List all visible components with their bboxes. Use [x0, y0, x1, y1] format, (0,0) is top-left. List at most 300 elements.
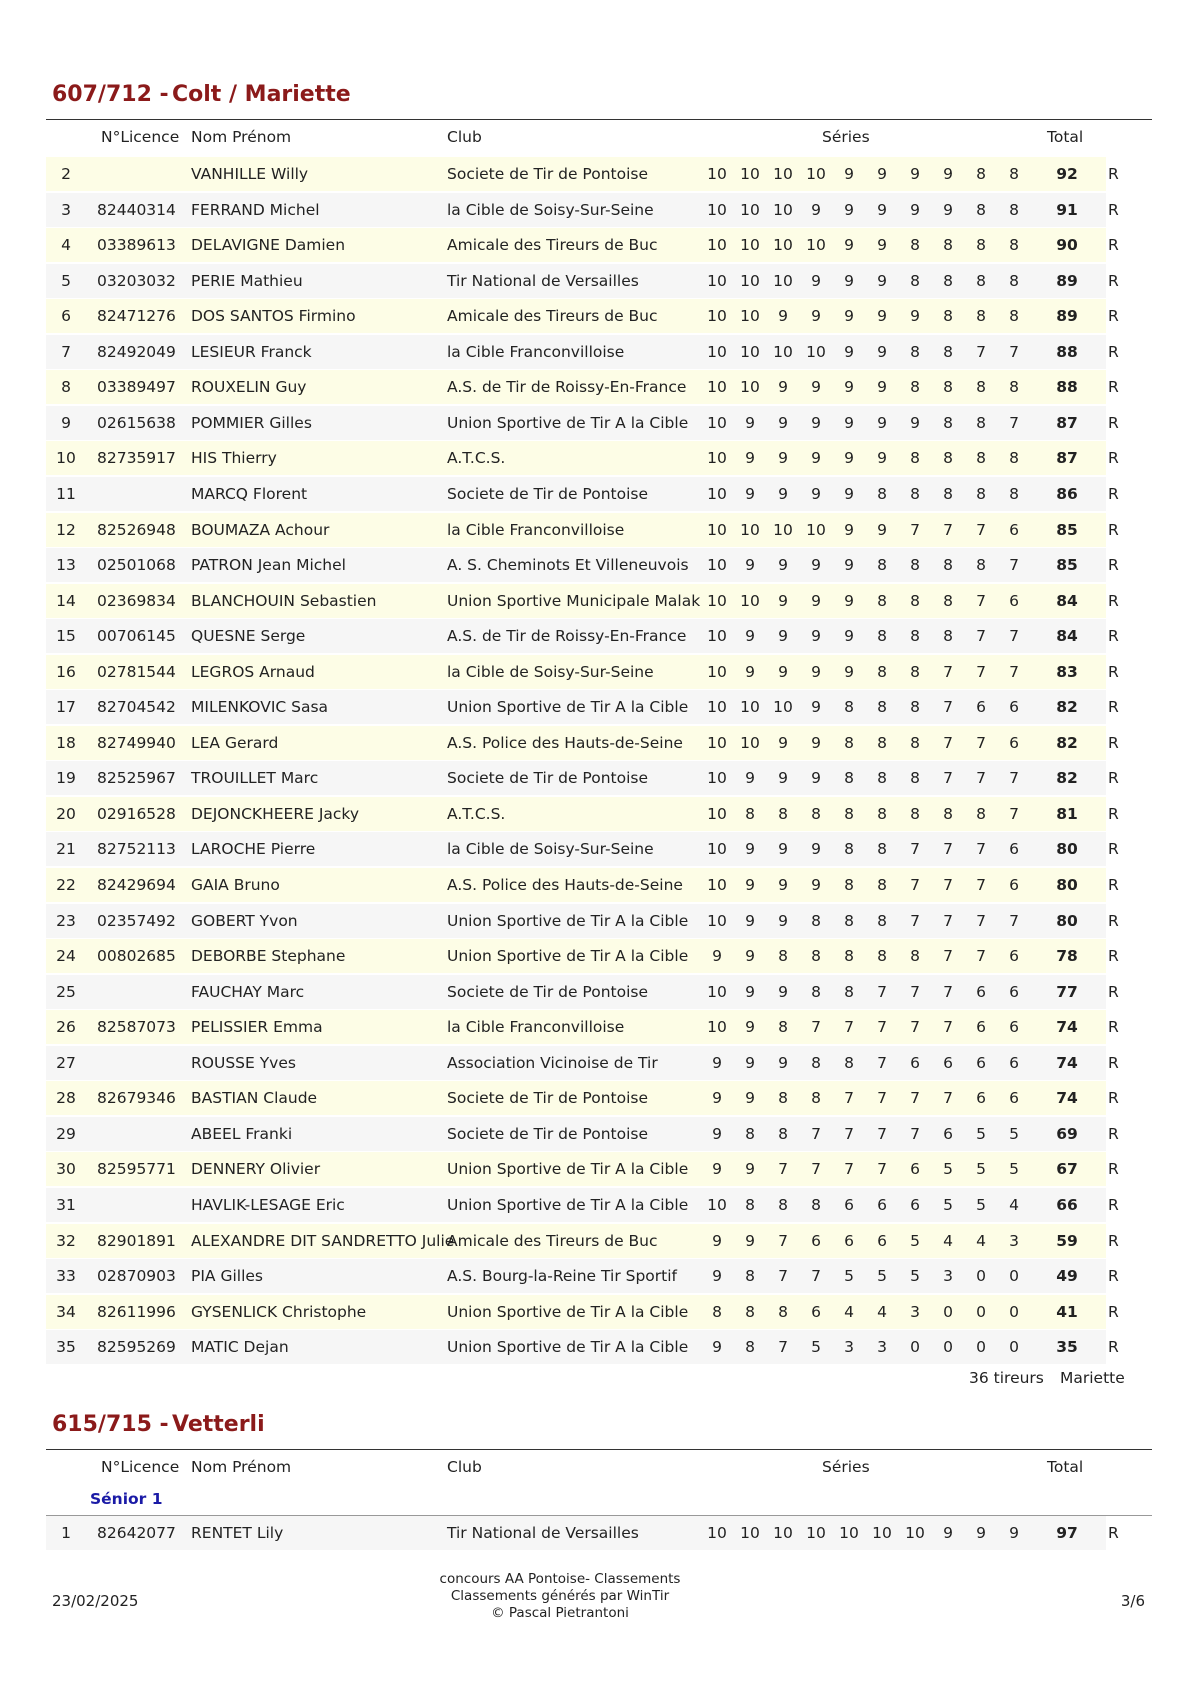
series-score-cell: 10: [707, 378, 727, 397]
series-score-cell: 9: [811, 733, 821, 752]
series-score-cell: 7: [1009, 627, 1019, 646]
series-score-cell: 6: [976, 982, 986, 1001]
series-score-cell: 9: [811, 662, 821, 681]
series-score-cell: 8: [910, 236, 920, 255]
licence-cell: 82704542: [97, 698, 176, 717]
series-score-cell: 7: [811, 1018, 821, 1037]
series-score-cell: 4: [1009, 1195, 1019, 1214]
licence-cell: 03389613: [97, 236, 176, 255]
category-label: Sénior 1: [90, 1490, 163, 1508]
club-cell: Union Sportive de Tir A la Cible: [447, 1160, 689, 1179]
series-score-cell: 8: [976, 556, 986, 575]
table-row: [46, 548, 1119, 582]
series-score-cell: 8: [778, 1018, 788, 1037]
table-row: [46, 1516, 1119, 1550]
series-score-cell: 6: [1009, 733, 1019, 752]
series-score-cell: 9: [745, 1089, 755, 1108]
series-score-cell: 10: [773, 271, 793, 290]
series-score-cell: 4: [943, 1231, 953, 1250]
series-score-cell: 8: [943, 627, 953, 646]
series-score-cell: 10: [740, 236, 760, 255]
series-score-cell: 8: [745, 1195, 755, 1214]
series-score-cell: 7: [1009, 769, 1019, 788]
series-score-cell: 8: [877, 484, 887, 503]
club-cell: A.T.C.S.: [447, 804, 506, 823]
series-score-cell: 9: [844, 591, 854, 610]
series-score-cell: 7: [976, 520, 986, 539]
table-row: [46, 264, 1119, 298]
series-score-cell: 7: [943, 769, 953, 788]
name-cell: QUESNE Serge: [191, 627, 306, 646]
licence-cell: 82611996: [97, 1302, 176, 1321]
category-cell: R: [1108, 733, 1119, 752]
series-score-cell: 7: [910, 876, 920, 894]
series-score-cell: 7: [943, 947, 953, 966]
series-score-cell: 8: [778, 1195, 788, 1214]
series-score-cell: 9: [712, 1231, 722, 1250]
series-score-cell: 10: [707, 804, 727, 823]
name-cell: PERIE Mathieu: [191, 271, 303, 290]
series-score-cell: 9: [811, 627, 821, 646]
series-score-cell: 8: [712, 1302, 722, 1321]
series-score-cell: 9: [877, 342, 887, 361]
series-score-cell: 7: [943, 1018, 953, 1037]
series-score-cell: 7: [811, 1267, 821, 1286]
shooter-count: 36 tireurs: [969, 1369, 1044, 1387]
total-cell: 78: [1056, 947, 1078, 966]
series-score-cell: 10: [773, 200, 793, 219]
category-cell: R: [1108, 1089, 1119, 1108]
table-row: [46, 441, 1119, 475]
series-score-cell: 9: [778, 911, 788, 930]
series-score-cell: 8: [910, 271, 920, 290]
table-row: [46, 228, 1119, 262]
name-cell: DOS SANTOS Firmino: [191, 307, 356, 326]
rank-cell: 33: [56, 1267, 76, 1286]
total-cell: 89: [1056, 307, 1078, 326]
rank-cell: 26: [56, 1018, 76, 1037]
club-cell: Union Sportive Municipale Malak: [447, 591, 701, 610]
series-score-cell: 7: [844, 1018, 854, 1037]
footer-line-3: © Pascal Pietrantoni: [491, 1605, 629, 1621]
rank-cell: 8: [61, 378, 71, 397]
licence-cell: 82492049: [97, 342, 176, 361]
series-score-cell: 7: [877, 1018, 887, 1037]
series-score-cell: 7: [844, 1160, 854, 1179]
club-cell: Association Vicinoise de Tir: [447, 1053, 658, 1072]
club-cell: Societe de Tir de Pontoise: [447, 1089, 649, 1108]
table-row: [46, 1259, 1119, 1293]
series-score-cell: 9: [943, 1524, 953, 1542]
licence-cell: 82595771: [97, 1160, 176, 1179]
series-score-cell: 8: [943, 413, 953, 432]
club-cell: Union Sportive de Tir A la Cible: [447, 1302, 689, 1321]
series-score-cell: 10: [707, 307, 727, 326]
series-score-cell: 8: [844, 840, 854, 859]
series-score-cell: 9: [844, 378, 854, 397]
table-row: [46, 513, 1119, 547]
series-score-cell: 8: [976, 484, 986, 503]
series-score-cell: 8: [811, 947, 821, 966]
header-club: Club: [447, 128, 482, 146]
rank-cell: 12: [56, 520, 76, 539]
club-cell: Union Sportive de Tir A la Cible: [447, 698, 689, 717]
rank-cell: 9: [61, 413, 71, 432]
series-score-cell: 7: [943, 911, 953, 930]
rank-cell: 31: [56, 1195, 76, 1214]
series-score-cell: 9: [877, 271, 887, 290]
series-score-cell: 7: [910, 911, 920, 930]
category-cell: R: [1108, 1160, 1119, 1179]
series-score-cell: 9: [877, 520, 887, 539]
series-score-cell: 9: [712, 947, 722, 966]
series-score-cell: 4: [976, 1231, 986, 1250]
rank-cell: 3: [61, 200, 71, 219]
series-score-cell: 8: [943, 378, 953, 397]
rank-cell: 17: [56, 698, 76, 717]
series-score-cell: 9: [745, 840, 755, 859]
page-number: 3/6: [1120, 1592, 1145, 1610]
footer-date: 23/02/2025: [52, 1592, 139, 1610]
category-cell: R: [1108, 1053, 1119, 1072]
club-cell: Union Sportive de Tir A la Cible: [447, 413, 689, 432]
series-score-cell: 9: [1009, 1524, 1019, 1542]
series-score-cell: 7: [976, 627, 986, 646]
series-score-cell: 8: [1009, 484, 1019, 503]
series-score-cell: 0: [976, 1338, 986, 1357]
name-cell: GYSENLICK Christophe: [191, 1302, 367, 1321]
series-score-cell: 8: [976, 236, 986, 255]
series-score-cell: 9: [778, 627, 788, 646]
rank-cell: 10: [56, 449, 76, 468]
series-score-cell: 8: [910, 556, 920, 575]
series-score-cell: 7: [877, 1053, 887, 1072]
category-cell: R: [1108, 1195, 1119, 1214]
category-cell: R: [1108, 804, 1119, 823]
series-score-cell: 8: [1009, 200, 1019, 219]
club-cell: Societe de Tir de Pontoise: [447, 165, 649, 183]
total-cell: 81: [1056, 804, 1078, 823]
total-cell: 69: [1056, 1124, 1078, 1143]
series-score-cell: 9: [778, 662, 788, 681]
series-score-cell: 4: [844, 1302, 854, 1321]
licence-cell: 03389497: [97, 378, 176, 397]
series-score-cell: 6: [910, 1160, 920, 1179]
club-cell: Societe de Tir de Pontoise: [447, 484, 649, 503]
series-score-cell: 6: [976, 1053, 986, 1072]
series-score-cell: 10: [707, 520, 727, 539]
series-score-cell: 5: [811, 1338, 821, 1357]
total-cell: 66: [1056, 1195, 1078, 1214]
name-cell: PATRON Jean Michel: [191, 556, 346, 575]
licence-cell: 02916528: [97, 804, 176, 823]
series-score-cell: 8: [910, 662, 920, 681]
series-score-cell: 9: [712, 1338, 722, 1357]
series-score-cell: 7: [844, 1124, 854, 1143]
series-score-cell: 7: [943, 698, 953, 717]
table-row: [46, 477, 1119, 511]
header-total: Total: [1047, 128, 1084, 146]
series-score-cell: 6: [844, 1195, 854, 1214]
total-cell: 82: [1056, 769, 1078, 788]
series-score-cell: 7: [877, 982, 887, 1001]
series-score-cell: 8: [811, 804, 821, 823]
series-score-cell: 9: [844, 484, 854, 503]
table-row: [46, 797, 1119, 831]
series-score-cell: 10: [839, 1524, 859, 1542]
series-score-cell: 9: [778, 413, 788, 432]
series-score-cell: 8: [877, 698, 887, 717]
series-score-cell: 9: [877, 236, 887, 255]
series-score-cell: 8: [877, 769, 887, 788]
series-score-cell: 8: [811, 1053, 821, 1072]
category-cell: R: [1108, 769, 1119, 788]
licence-cell: 82595269: [97, 1338, 176, 1357]
series-score-cell: 6: [976, 1089, 986, 1108]
series-score-cell: 10: [707, 413, 727, 432]
series-score-cell: 6: [1009, 1018, 1019, 1037]
series-score-cell: 8: [745, 1338, 755, 1357]
series-score-cell: 9: [745, 484, 755, 503]
category-cell: R: [1108, 1124, 1119, 1143]
series-score-cell: 8: [943, 271, 953, 290]
series-score-cell: 8: [910, 947, 920, 966]
name-cell: DELAVIGNE Damien: [191, 236, 346, 255]
series-score-cell: 8: [976, 165, 986, 183]
series-score-cell: 7: [877, 1124, 887, 1143]
category-cell: R: [1108, 947, 1119, 966]
series-score-cell: 8: [976, 271, 986, 290]
series-score-cell: 7: [910, 1089, 920, 1108]
name-cell: PIA Gilles: [191, 1267, 263, 1286]
series-score-cell: 7: [778, 1160, 788, 1179]
name-cell: DENNERY Olivier: [191, 1160, 321, 1179]
series-score-cell: 9: [778, 484, 788, 503]
series-score-cell: 10: [740, 200, 760, 219]
rank-cell: 30: [56, 1160, 76, 1179]
name-cell: ABEEL Franki: [191, 1124, 293, 1143]
category-cell: R: [1108, 911, 1119, 930]
series-score-cell: 8: [877, 947, 887, 966]
table-row: [46, 690, 1119, 724]
series-score-cell: 10: [740, 307, 760, 326]
header-licence: N°Licence: [101, 1458, 180, 1476]
category-cell: R: [1108, 165, 1119, 183]
series-score-cell: 10: [707, 342, 727, 361]
category-cell: R: [1108, 449, 1119, 468]
total-cell: 84: [1056, 627, 1078, 646]
series-score-cell: 8: [745, 1302, 755, 1321]
series-score-cell: 9: [745, 449, 755, 468]
table-row: [46, 584, 1119, 618]
series-score-cell: 0: [943, 1302, 953, 1321]
club-cell: la Cible de Soisy-Sur-Seine: [447, 662, 654, 681]
section-name: Vetterli: [172, 1412, 265, 1437]
total-cell: 80: [1056, 876, 1078, 894]
name-cell: TROUILLET Marc: [191, 769, 319, 788]
name-cell: HAVLIK-LESAGE Eric: [191, 1195, 345, 1214]
series-score-cell: 9: [712, 1124, 722, 1143]
club-cell: A. S. Cheminots Et Villeneuvois: [447, 556, 689, 575]
category-cell: R: [1108, 982, 1119, 1001]
rank-cell: 29: [56, 1124, 76, 1143]
section-title-vetterli: [52, 1412, 265, 1437]
licence-cell: 02781544: [97, 662, 176, 681]
series-score-cell: 10: [740, 165, 760, 183]
table-row: [46, 1330, 1119, 1364]
licence-cell: 82679346: [97, 1089, 176, 1108]
table-row: [46, 1010, 1119, 1044]
club-cell: la Cible de Soisy-Sur-Seine: [447, 200, 654, 219]
table-row: [46, 726, 1119, 760]
total-cell: 90: [1056, 236, 1078, 255]
licence-cell: 02501068: [97, 556, 176, 575]
series-score-cell: 6: [943, 1053, 953, 1072]
series-score-cell: 7: [877, 1089, 887, 1108]
series-score-cell: 8: [877, 804, 887, 823]
series-score-cell: 9: [745, 876, 755, 894]
series-score-cell: 10: [707, 556, 727, 575]
series-score-cell: 8: [910, 591, 920, 610]
series-score-cell: 8: [811, 911, 821, 930]
series-score-cell: 7: [976, 591, 986, 610]
series-score-cell: 9: [877, 413, 887, 432]
series-score-cell: 6: [1009, 520, 1019, 539]
series-score-cell: 8: [877, 662, 887, 681]
table-row: [46, 1188, 1119, 1222]
series-score-cell: 0: [976, 1302, 986, 1321]
name-cell: ALEXANDRE DIT SANDRETTO Julie: [191, 1231, 455, 1250]
name-cell: LEA Gerard: [191, 733, 279, 752]
total-cell: 87: [1056, 449, 1078, 468]
club-cell: Union Sportive de Tir A la Cible: [447, 947, 689, 966]
category-cell: R: [1108, 342, 1119, 361]
series-score-cell: 8: [745, 1124, 755, 1143]
club-cell: la Cible Franconvilloise: [447, 520, 625, 539]
table-row: [46, 655, 1119, 689]
total-cell: 97: [1056, 1524, 1078, 1542]
summary-label: Mariette: [1060, 1369, 1125, 1387]
series-score-cell: 6: [1009, 591, 1019, 610]
series-score-cell: 8: [844, 769, 854, 788]
series-score-cell: 10: [707, 769, 727, 788]
series-score-cell: 9: [778, 307, 788, 326]
total-cell: 89: [1056, 271, 1078, 290]
series-score-cell: 8: [910, 449, 920, 468]
section-code: 607/712 -: [52, 82, 169, 107]
total-cell: 74: [1056, 1089, 1078, 1108]
series-score-cell: 6: [811, 1302, 821, 1321]
rank-cell: 5: [61, 271, 71, 290]
series-score-cell: 9: [976, 1524, 986, 1542]
series-score-cell: 8: [1009, 271, 1019, 290]
series-score-cell: 9: [712, 1053, 722, 1072]
series-score-cell: 10: [740, 342, 760, 361]
total-cell: 87: [1056, 413, 1078, 432]
series-score-cell: 7: [778, 1338, 788, 1357]
series-score-cell: 9: [778, 378, 788, 397]
total-cell: 88: [1056, 378, 1078, 397]
series-score-cell: 8: [976, 378, 986, 397]
series-score-cell: 7: [976, 662, 986, 681]
section-code: 615/715 -: [52, 1412, 169, 1437]
series-score-cell: 3: [910, 1302, 920, 1321]
licence-cell: 02615638: [97, 413, 176, 432]
series-score-cell: 8: [910, 378, 920, 397]
series-score-cell: 5: [943, 1195, 953, 1214]
series-score-cell: 9: [745, 1018, 755, 1037]
total-cell: 82: [1056, 733, 1078, 752]
series-score-cell: 9: [844, 413, 854, 432]
series-score-cell: 0: [1009, 1338, 1019, 1357]
series-score-cell: 6: [877, 1195, 887, 1214]
name-cell: ROUSSE Yves: [191, 1053, 296, 1072]
series-score-cell: 7: [1009, 556, 1019, 575]
category-cell: R: [1108, 1018, 1119, 1037]
series-score-cell: 9: [778, 556, 788, 575]
rank-cell: 7: [61, 342, 71, 361]
series-score-cell: 7: [976, 947, 986, 966]
series-score-cell: 8: [943, 591, 953, 610]
licence-cell: 82587073: [97, 1018, 176, 1037]
category-cell: R: [1108, 1524, 1119, 1542]
name-cell: LAROCHE Pierre: [191, 840, 316, 859]
total-cell: 77: [1056, 982, 1078, 1001]
rank-cell: 22: [56, 876, 76, 894]
table-row: [46, 1046, 1119, 1080]
series-score-cell: 9: [910, 413, 920, 432]
series-score-cell: 9: [745, 413, 755, 432]
series-score-cell: 7: [778, 1267, 788, 1286]
series-score-cell: 10: [707, 591, 727, 610]
series-score-cell: 10: [707, 449, 727, 468]
series-score-cell: 8: [877, 627, 887, 646]
name-cell: DEJONCKHEERE Jacky: [191, 804, 360, 823]
header-name: Nom Prénom: [191, 128, 292, 146]
name-cell: LESIEUR Franck: [191, 342, 312, 361]
series-score-cell: 8: [910, 484, 920, 503]
series-score-cell: 9: [811, 271, 821, 290]
series-score-cell: 7: [1009, 413, 1019, 432]
rank-cell: 32: [56, 1231, 76, 1250]
series-score-cell: 10: [806, 342, 826, 361]
series-score-cell: 9: [745, 947, 755, 966]
series-score-cell: 9: [811, 449, 821, 468]
name-cell: BASTIAN Claude: [191, 1089, 318, 1108]
series-score-cell: 7: [1009, 911, 1019, 930]
rank-cell: 4: [61, 236, 71, 255]
series-score-cell: 8: [844, 911, 854, 930]
total-cell: 80: [1056, 911, 1078, 930]
series-score-cell: 10: [707, 236, 727, 255]
series-score-cell: 6: [976, 1018, 986, 1037]
series-score-cell: 8: [778, 1302, 788, 1321]
series-score-cell: 8: [910, 804, 920, 823]
rank-cell: 23: [56, 911, 76, 930]
series-score-cell: 9: [811, 591, 821, 610]
header-licence: N°Licence: [101, 128, 180, 146]
series-score-cell: 7: [976, 840, 986, 859]
total-cell: 80: [1056, 840, 1078, 859]
series-score-cell: 10: [806, 165, 826, 183]
series-score-cell: 9: [811, 484, 821, 503]
series-score-cell: 10: [905, 1524, 925, 1542]
category-cell: R: [1108, 591, 1119, 610]
series-score-cell: 7: [877, 1160, 887, 1179]
footer-line-1: concours AA Pontoise- Classements: [439, 1571, 681, 1587]
series-score-cell: 5: [877, 1267, 887, 1286]
series-score-cell: 9: [811, 769, 821, 788]
